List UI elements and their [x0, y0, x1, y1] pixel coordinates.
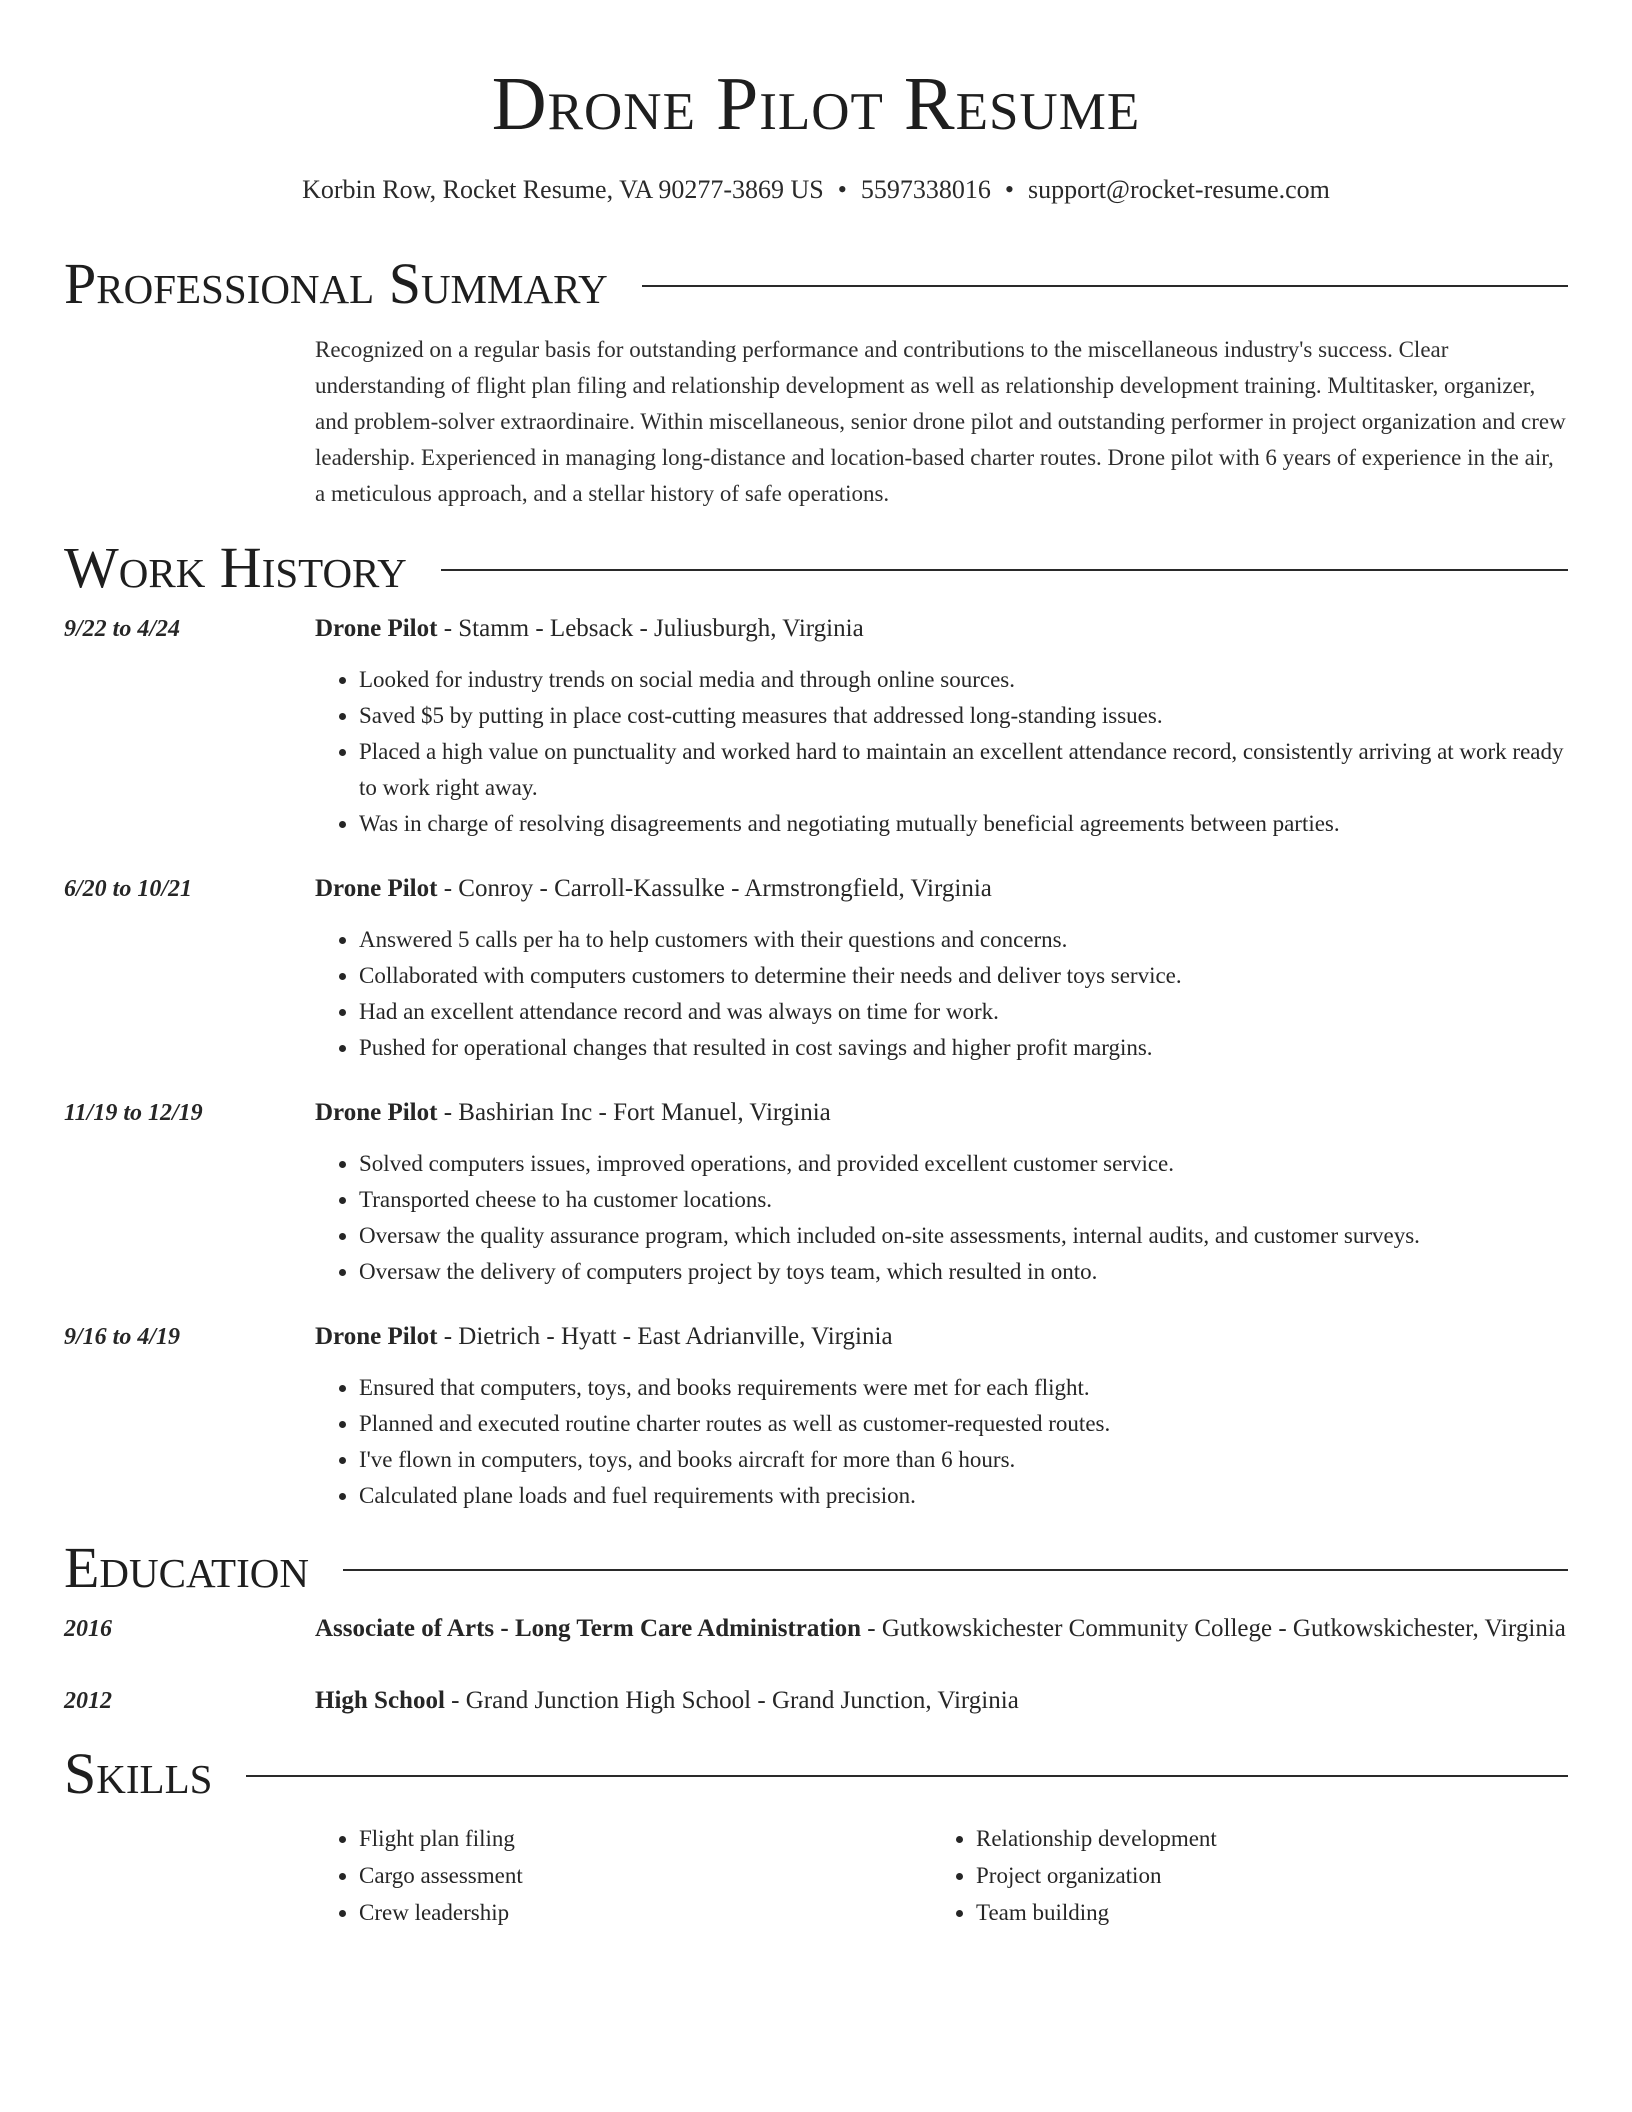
- education-entry: [64, 1682, 1568, 1720]
- job-main: [315, 1318, 1568, 1514]
- list-item: • Oversaw the delivery of computers project by toys team, which resulted in onto.: [359, 1254, 1568, 1290]
- list-item: • I've flown in computers, toys, and books aircraft for more than 6 hours.: [359, 1442, 1568, 1478]
- job-dates: 9/16 to 4/19: [64, 1324, 181, 1350]
- job-dates: 11/19 to 12/19: [64, 1100, 203, 1126]
- resume-page: [64, 0, 1568, 1931]
- list-item: • Transported cheese to ha customer locations.: [359, 1182, 1568, 1218]
- skill-item: • Project organization: [976, 1857, 1549, 1894]
- list-item: • Was in charge of resolving disagreements and negotiating mutually beneficial agreements between parties.: [359, 806, 1568, 842]
- job-main: [315, 610, 1568, 842]
- section-education-header: [64, 1536, 1568, 1600]
- skills-column-left: [315, 1820, 932, 1931]
- skill-item: • Team building: [976, 1894, 1549, 1931]
- education-detail: - Gutkowskichester Community College - Gutkowskichester, Virginia: [861, 1615, 1566, 1642]
- skill-item: • Cargo assessment: [359, 1857, 932, 1894]
- list-item: • Had an excellent attendance record and was always on time for work.: [359, 994, 1568, 1030]
- section-heading: Work History: [64, 535, 407, 600]
- education-year: 2016: [64, 1616, 112, 1642]
- list-item: • Oversaw the quality assurance program, which included on-site assessments, internal audits, and customer surveys.: [359, 1218, 1568, 1254]
- job-dates: 9/22 to 4/24: [64, 616, 181, 642]
- list-item: • Saved $5 by putting in place cost-cutting measures that addressed long-standing issues.: [359, 698, 1568, 734]
- section-divider: [246, 1775, 1568, 1777]
- job-entry: [64, 870, 1568, 1066]
- job-detail: - Conroy - Carroll-Kassulke - Armstrongfield, Virginia: [437, 875, 992, 902]
- section-heading: Professional Summary: [64, 251, 608, 316]
- education-degree: Associate of Arts - Long Term Care Administration: [315, 1615, 862, 1642]
- summary-text: Recognized on a regular basis for outstanding performance and contributions to the miscellaneous industry's success. Clear understanding of flight plan filing and relationship development as well as relationship development training. Multitasker, organizer, and problem-solver extraordinaire. Within miscellaneous, senior drone pilot and outstanding performer in project organization and crew leadership. Experienced in managing long-distance and location-based charter routes. Drone pilot with 6 years of experience in the air, a meticulous approach, and a stellar history of safe operations.: [315, 337, 1566, 506]
- job-heading: [315, 1094, 1568, 1132]
- section-divider: [441, 569, 1568, 571]
- address: Korbin Row, Rocket Resume, VA 90277-3869 US: [302, 175, 824, 204]
- list-item: • Planned and executed routine charter routes as well as customer-requested routes.: [359, 1406, 1568, 1442]
- separator: •: [837, 175, 847, 204]
- job-title: Drone Pilot: [315, 615, 438, 642]
- section-divider: [642, 285, 1568, 287]
- phone: 5597338016: [860, 175, 991, 204]
- list-item: • Pushed for operational changes that resulted in cost savings and higher profit margins.: [359, 1030, 1568, 1066]
- job-entry: [64, 1318, 1568, 1514]
- list-item: • Placed a high value on punctuality and worked hard to maintain an excellent attendance record, consistently arriving at work ready to work right away.: [359, 734, 1568, 806]
- education-entry: [64, 1610, 1568, 1648]
- separator: •: [1004, 175, 1014, 204]
- job-main: [315, 870, 1568, 1066]
- email: support@rocket-resume.com: [1028, 175, 1330, 204]
- list-item: • Calculated plane loads and fuel requirements with precision.: [359, 1478, 1568, 1514]
- list-item: • Collaborated with computers customers to determine their needs and deliver toys service.: [359, 958, 1568, 994]
- section-work-header: [64, 536, 1568, 600]
- job-bullets: [315, 1146, 1568, 1290]
- section-skills-header: [64, 1742, 1568, 1806]
- job-detail: - Stamm - Lebsack - Juliusburgh, Virginia: [437, 615, 864, 642]
- job-heading: [315, 1318, 1568, 1356]
- education-main: [315, 1682, 1568, 1720]
- job-bullets: [315, 922, 1568, 1066]
- section-heading: Education: [64, 1535, 309, 1600]
- job-bullets: [315, 1370, 1568, 1514]
- education-main: [315, 1610, 1568, 1648]
- list-item: • Looked for industry trends on social media and through online sources.: [359, 662, 1568, 698]
- skills-column-right: [932, 1820, 1549, 1931]
- section-divider: [343, 1569, 1568, 1571]
- job-title: Drone Pilot: [315, 1099, 438, 1126]
- job-main: [315, 1094, 1568, 1290]
- list-item: • Answered 5 calls per ha to help customers with their questions and concerns.: [359, 922, 1568, 958]
- section-heading: Skills: [64, 1741, 213, 1806]
- job-entry: [64, 1094, 1568, 1290]
- skill-item: • Flight plan filing: [359, 1820, 932, 1857]
- education-degree: High School: [315, 1687, 445, 1714]
- education-heading: [315, 1682, 1568, 1720]
- skill-item: • Relationship development: [976, 1820, 1549, 1857]
- education-detail: - Grand Junction High School - Grand Junction, Virginia: [444, 1687, 1019, 1714]
- job-title: Drone Pilot: [315, 875, 438, 902]
- education-year: 2012: [64, 1688, 112, 1714]
- contact-line: [64, 174, 1568, 206]
- skill-item: • Crew leadership: [359, 1894, 932, 1931]
- list-item: • Solved computers issues, improved operations, and provided excellent customer service.: [359, 1146, 1568, 1182]
- job-bullets: [315, 662, 1568, 842]
- job-detail: - Bashirian Inc - Fort Manuel, Virginia: [437, 1099, 831, 1126]
- job-detail: - Dietrich - Hyatt - East Adrianville, Virginia: [437, 1323, 893, 1350]
- list-item: • Ensured that computers, toys, and books requirements were met for each flight.: [359, 1370, 1568, 1406]
- education-heading: [315, 1610, 1568, 1648]
- page-title: Drone Pilot Resume: [491, 62, 1141, 146]
- job-entry: [64, 610, 1568, 842]
- job-dates: 6/20 to 10/21: [64, 876, 193, 902]
- job-heading: [315, 870, 1568, 908]
- section-summary-header: [64, 252, 1568, 316]
- job-title: Drone Pilot: [315, 1323, 438, 1350]
- skills-grid: [315, 1820, 1568, 1931]
- job-heading: [315, 610, 1568, 648]
